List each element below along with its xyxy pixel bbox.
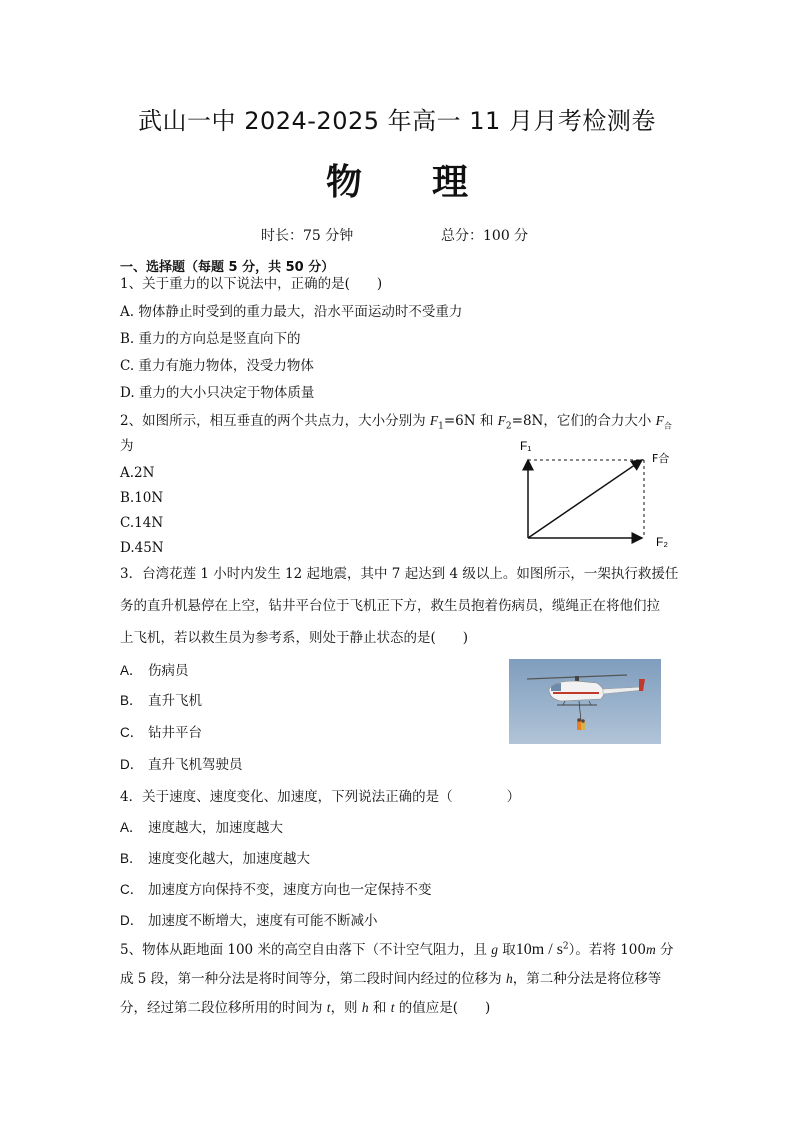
q1-option-c: C. 重力有施力物体，没受力物体 [120, 358, 314, 374]
var-f1: F [429, 413, 439, 428]
q3-option-d: D． 直升飞机驾驶员 [120, 757, 243, 773]
q1-option-d: D. 重力的大小只决定于物体质量 [120, 385, 315, 401]
q3-option-a: A． 伤病员 [120, 663, 189, 679]
q2-option-a: A.2N [120, 465, 155, 481]
q5-line3: 分，经过第二段位移所用的时间为 t，则 h 和 t 的值应是( ) [120, 1000, 491, 1016]
var-f2: F [497, 413, 506, 428]
q3-line2: 务的直升机悬停在上空，钻井平台位于飞机正下方，救生员抱着伤病员，缆绳正在将他们拉 [120, 598, 660, 614]
subject-char-1: 物 [325, 161, 362, 203]
q4-option-b: B． 速度变化越大，加速度越大 [120, 851, 310, 867]
q4-option-a: A． 速度越大，加速度越大 [120, 820, 283, 836]
exam-total-score: 总分：100 分 [441, 228, 529, 244]
q2-option-d: D.45N [120, 540, 164, 556]
q3-line3: 上飞机，若以救生员为参考系，则处于静止状态的是( ) [120, 630, 469, 646]
q1-option-b: B. 重力的方向总是竖直向下的 [120, 331, 301, 347]
q1-option-a: A. 物体静止时受到的重力最大，沿水平面运动时不受重力 [120, 304, 463, 320]
q2-stem: 2、如图所示，相互垂直的两个共点力，大小分别为 $F_1=6N$ 和 $F_2=8N$，它们的合力大小 $F_合$ [120, 413, 672, 432]
exam-duration: 时长：75 分钟 [261, 228, 354, 244]
label-fhe: F合 [652, 452, 670, 465]
resultant-vector [528, 460, 642, 538]
subject-char-2: 理 [432, 161, 469, 203]
q2-option-b: B.10N [120, 490, 164, 506]
exam-title: 武山一中 2024-2025 年高一 11 月月考检测卷 [138, 107, 656, 135]
label-f2: F₂ [656, 535, 668, 549]
q2-option-c: C.14N [120, 515, 164, 531]
q3-line1: 3．台湾花莲 1 小时内发生 12 起地震，其中 7 起达到 4 级以上。如图所示，一架执行救援任 [120, 566, 679, 582]
q3-option-c: C． 钻井平台 [120, 725, 202, 741]
var-f-resultant: F [655, 413, 664, 428]
q1-stem: 1、关于重力的以下说法中，正确的是( ) [120, 276, 383, 292]
subject-title [0, 154, 794, 205]
section-heading: 一、选择题（每题 5 分，共 50 分） [120, 260, 335, 275]
q5-line2: 成 5 段，第一种分法是将时间等分，第二段时间内经过的位移为 h，第二种分法是将位移等 [120, 971, 662, 987]
q4-option-d: D． 加速度不断增大，速度有可能不断减小 [120, 913, 378, 929]
helicopter-rescue-photo [509, 659, 661, 744]
q5-line1: 5、物体从距地面 100 米的高空自由落下（不计空气阻力，且 g 取$10m / s^2$）。若将 100m 分 [120, 941, 674, 958]
force-diagram [510, 432, 680, 552]
q4-option-c: C． 加速度方向保持不变，速度方向也一定保持不变 [120, 882, 432, 898]
q2-stem-cont: 为 [120, 438, 134, 454]
label-f1: F₁ [520, 439, 532, 453]
q3-option-b: B． 直升飞机 [120, 693, 202, 709]
q4-stem: 4．关于速度、速度变化、加速度，下列说法正确的是（ ） [120, 789, 521, 805]
